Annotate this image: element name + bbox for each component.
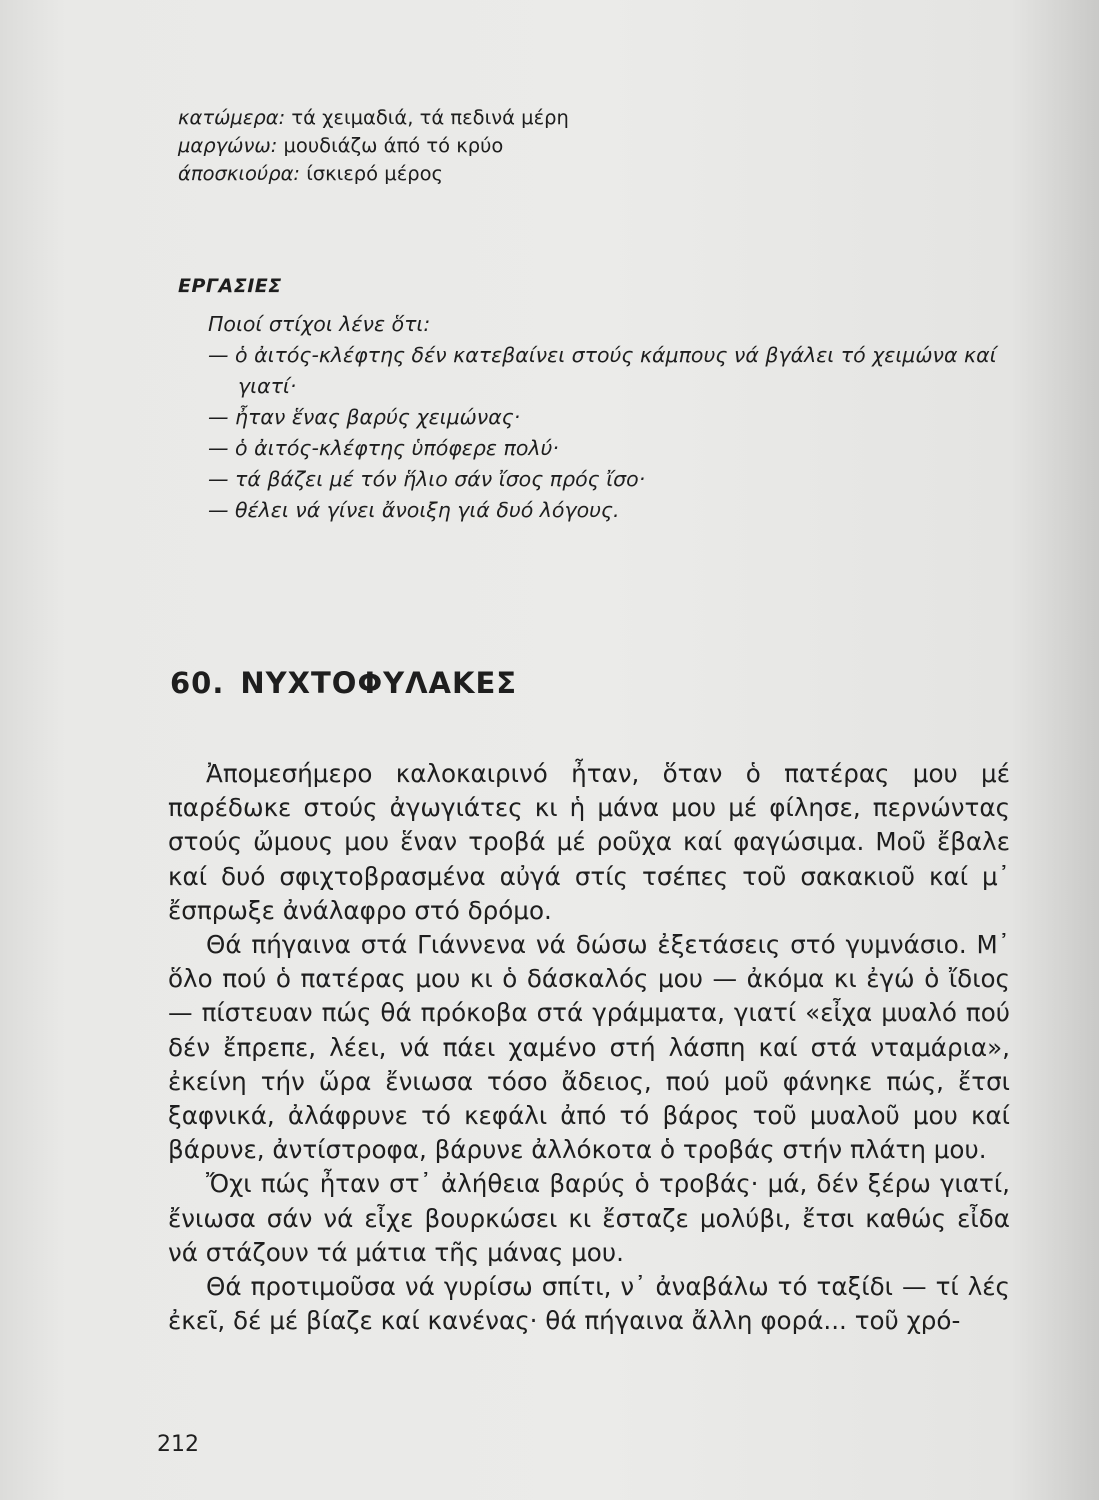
exercise-item: — τά βάζει μέ τόν ἥλιο σάν ἴσος πρός ἴσο·: [208, 467, 646, 491]
glossary-entry: [178, 132, 569, 160]
glossary-entry: [178, 104, 569, 132]
exercises-heading: ΕΡΓΑΣΙΕΣ: [178, 275, 282, 297]
chapter-body: [168, 757, 1010, 1338]
glossary-definition: ίσκιερό μέρος: [306, 162, 443, 185]
glossary-entry: [178, 160, 569, 188]
glossary-definition: μουδιάζω άπό τό κρύο: [283, 134, 504, 157]
exercise-item: — ἦταν ἕνας βαρύς χειμώνας·: [208, 405, 521, 429]
body-paragraph: Θά προτιμοῦσα νά γυρίσω σπίτι, ν᾽ ἀναβάλω τό ταξίδι — τί λές ἐκεῖ, δέ μέ βίαζε καί κανένας· θά πήγαινα ἄλλη φορά... τοῦ χρό-: [168, 1272, 1010, 1336]
exercises-intro: Ποιοί στίχοι λένε ὅτι:: [208, 312, 431, 336]
glossary-term: άποσκιούρα:: [178, 162, 300, 185]
page-number: 212: [157, 1432, 199, 1457]
glossary-term: μαργώνω:: [178, 134, 278, 157]
glossary-term: κατώμερα:: [178, 106, 286, 129]
glossary-definition: τά χειμαδιά, τά πεδινά μέρη: [291, 106, 569, 129]
body-paragraph: Θά πήγαινα στά Γιάννενα νά δώσω ἐξετάσεις στό γυμνάσιο. Μ᾽ ὅλο πού ὁ πατέρας μου κι ὁ δάσκαλός μου — ἀκόμα κι ἐγώ ὁ ἴδιος — πίστευαν πώς θά πρόκοβα στά γράμματα, γιατί «εἶχα μυαλό πού δέν ἔπρεπε, λέει, νά πάει χαμένο στή λάσπη καί στά νταμάρια», ἐκείνη τήν ὥρα ἔνιωσα τόσο ἄδειος, πού μοῦ φάνηκε πώς, ἔτσι ξαφνικά, ἀλάφρυνε τό κεφάλι ἀπό τό βάρος τοῦ μυαλοῦ μου καί βάρυνε, ἀντίστροφα, βάρυνε ἀλλόκοτα ὁ τροβάς στήν πλάτη μου.: [168, 930, 1010, 1165]
exercise-item: — θέλει νά γίνει ἄνοιξη γιά δυό λόγους.: [208, 498, 620, 522]
chapter-heading: [170, 666, 517, 700]
glossary: [178, 104, 569, 188]
exercise-item: — ὁ ἀιτός-κλέφτης ὑπόφερε πολύ·: [208, 436, 559, 460]
exercise-item: — ὁ ἀιτός-κλέφτης δέν κατεβαίνει στούς κάμπους νά βγάλει τό χειμώνα καί γιατί·: [208, 343, 997, 398]
exercises-list: [178, 309, 1038, 526]
chapter-title: ΝΥΧΤΟΦΥΛΑΚΕΣ: [240, 666, 518, 700]
body-paragraph: Ἀπομεσήμερο καλοκαιρινό ἦταν, ὅταν ὁ πατέρας μου μέ παρέδωκε στούς ἀγωγιάτες κι ἡ μάνα μου μέ φίλησε, περνώντας στούς ὤμους μου ἕναν τροβά μέ ροῦχα καί φαγώσιμα. Μοῦ ἔβαλε καί δυό σφιχτοβρασμένα αὐγά στίς τσέπες τοῦ σακακιοῦ καί μ᾽ ἔσπρωξε ἀνάλαφρο στό δρόμο.: [168, 759, 1010, 925]
chapter-number: 60.: [170, 666, 225, 700]
body-paragraph: Ὄχι πώς ἦταν στ᾽ ἀλήθεια βαρύς ὁ τροβάς· μά, δέν ξέρω γιατί, ἔνιωσα σάν νά εἶχε βουρκώσει κι ἔσταζε μολύβι, ἔτσι καθώς εἶδα νά στάζουν τά μάτια τῆς μάνας μου.: [168, 1169, 1010, 1267]
